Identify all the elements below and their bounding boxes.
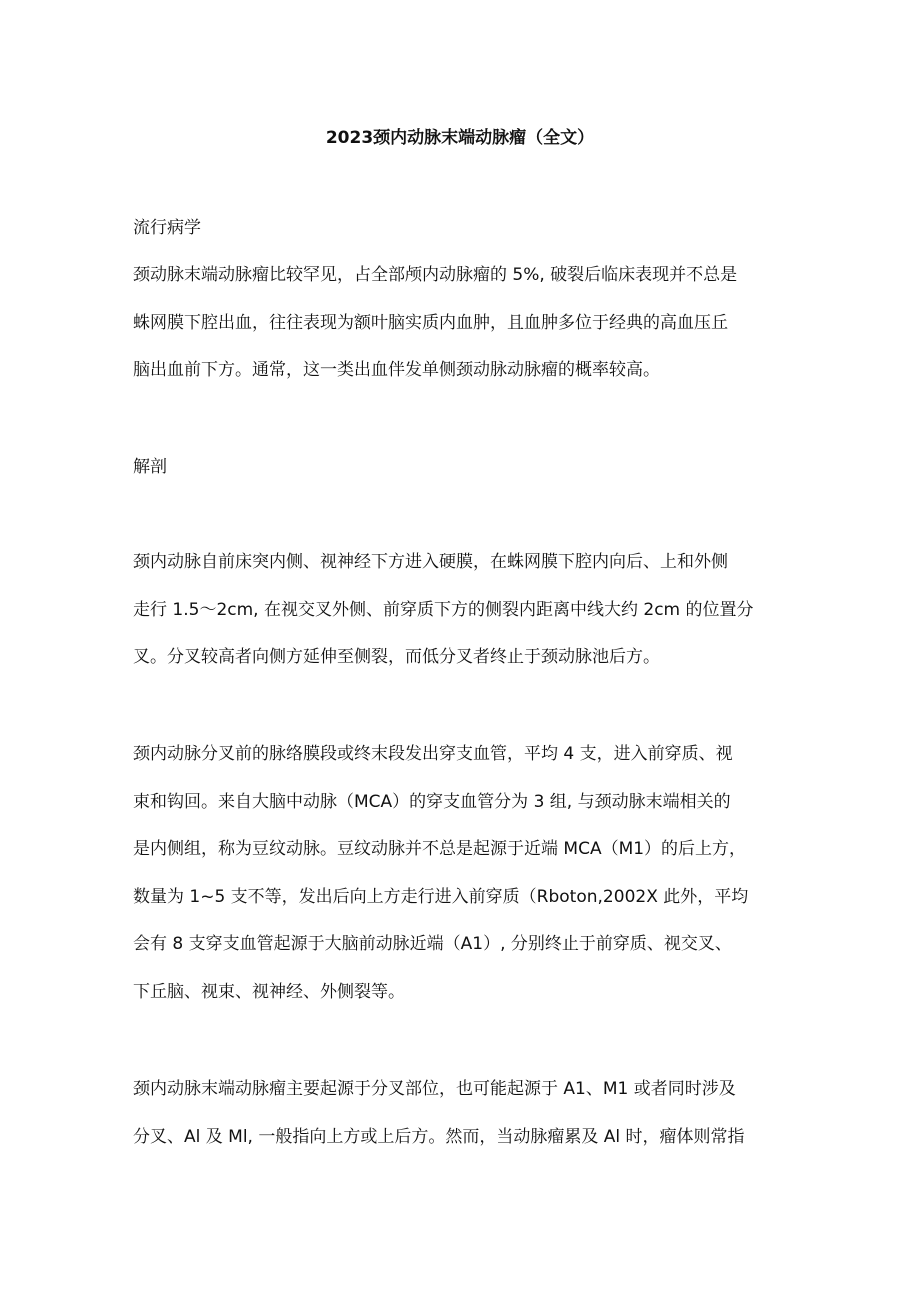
paragraph-line: 叉。分叉较高者向侧方延伸至侧裂，而低分叉者终止于颈动脉池后方。 <box>133 647 660 667</box>
paragraph-line: 下丘脑、视束、视神经、外侧裂等。 <box>133 981 405 1002</box>
paragraph-line: 颈内动脉自前床突内侧、视神经下方进入硬膜，在蛛网膜下腔内向后、上和外侧 <box>133 552 728 572</box>
paragraph-line: 走行 1.5～2cm, 在视交叉外侧、前穿质下方的侧裂内距离中线大约 2cm 的位置分 <box>133 599 754 620</box>
paragraph-line: 颈内动脉末端动脉瘤主要起源于分叉部位，也可能起源于 A1、M1 或者同时涉及 <box>133 1079 736 1099</box>
document-title: 2023颈内动脉末端动脉瘤（全文） <box>325 128 595 148</box>
paragraph-line: 蛛网膜下腔出血，往往表现为额叶脑实质内血肿，且血肿多位于经典的高血压丘 <box>133 312 728 333</box>
section-heading-anatomy: 解剖 <box>133 457 167 477</box>
paragraph-epidemiology <box>133 263 798 382</box>
section-heading-epidemiology: 流行病学 <box>133 218 201 238</box>
paragraph-anatomy-3 <box>133 1077 798 1149</box>
paragraph-anatomy-1 <box>133 550 798 669</box>
paragraph-line: 束和钩回。来自大脑中动脉（MCA）的穿支血管分为 3 组, 与颈动脉末端相关的 <box>133 791 731 812</box>
paragraph-line: 脑出血前下方。通常，这一类出血伴发单侧颈动脉动脉瘤的概率较高。 <box>133 360 660 380</box>
paragraph-line: 会有 8 支穿支血管起源于大脑前动脉近端（A1）, 分别终止于前穿质、视交叉、 <box>133 934 732 954</box>
paragraph-line: 颈内动脉分叉前的脉络膜段或终末段发出穿支血管，平均 4 支，进入前穿质、视 <box>133 744 733 764</box>
paragraph-anatomy-2 <box>133 742 798 1004</box>
paragraph-line: 分叉、Al 及 Ml, 一般指向上方或上后方。然而，当动脉瘤累及 Al 时，瘤体则常指 <box>133 1126 745 1147</box>
paragraph-line: 数量为 1~5 支不等，发出后向上方走行进入前穿质（Rboton,2002X 此外，平均 <box>133 886 749 907</box>
paragraph-line: 是内侧组，称为豆纹动脉。豆纹动脉并不总是起源于近端 MCA（M1）的后上方， <box>133 839 747 859</box>
paragraph-line: 颈动脉末端动脉瘤比较罕见，占全部颅内动脉瘤的 5%, 破裂后临床表现并不总是 <box>133 265 738 285</box>
